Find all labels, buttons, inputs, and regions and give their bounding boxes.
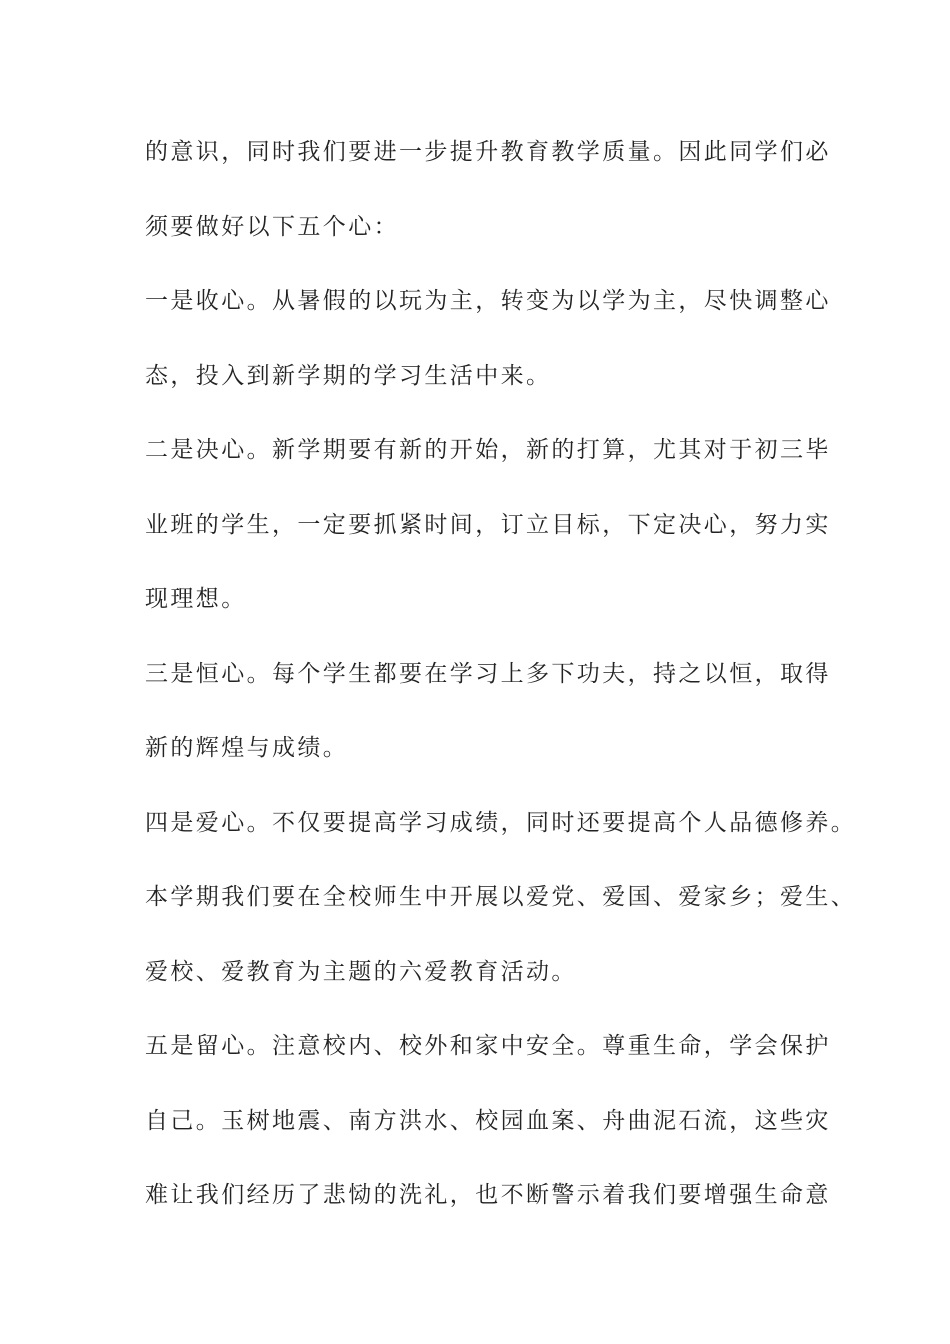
text-line: 爱校、爱教育为主题的六爱教育活动。 <box>145 958 577 985</box>
text-line: 难让我们经历了悲恸的洗礼，也不断警示着我们要增强生命意 <box>145 1182 831 1208</box>
text-line: 三是恒心。每个学生都要在学习上多下功夫，持之以恒，取得 <box>145 660 831 687</box>
text-line: 四是爱心。不仅要提高学习成绩，同时还要提高个人品德修养。 <box>145 809 857 836</box>
text-line: 自己。玉树地震、南方洪水、校园血案、舟曲泥石流，这些灾 <box>145 1107 831 1134</box>
text-line: 新的辉煌与成绩。 <box>145 735 349 761</box>
text-line: 现理想。 <box>145 586 247 612</box>
text-line: 态，投入到新学期的学习生活中来。 <box>145 362 552 389</box>
text-line: 五是留心。注意校内、校外和家中安全。尊重生命，学会保护 <box>145 1033 831 1059</box>
text-line: 本学期我们要在全校师生中开展以爱党、爱国、爱家乡；爱生、 <box>145 884 857 910</box>
text-line: 业班的学生，一定要抓紧时间，订立目标，下定决心，努力实 <box>145 511 831 538</box>
text-line: 二是决心。新学期要有新的开始，新的打算，尤其对于初三毕 <box>145 437 831 463</box>
text-line: 一是收心。从暑假的以玩为主，转变为以学为主，尽快调整心 <box>145 288 831 314</box>
text-line: 须要做好以下五个心： <box>145 213 399 240</box>
text-line: 的意识，同时我们要进一步提升教育教学质量。因此同学们必 <box>145 139 831 165</box>
body-text <box>145 130 865 1248</box>
